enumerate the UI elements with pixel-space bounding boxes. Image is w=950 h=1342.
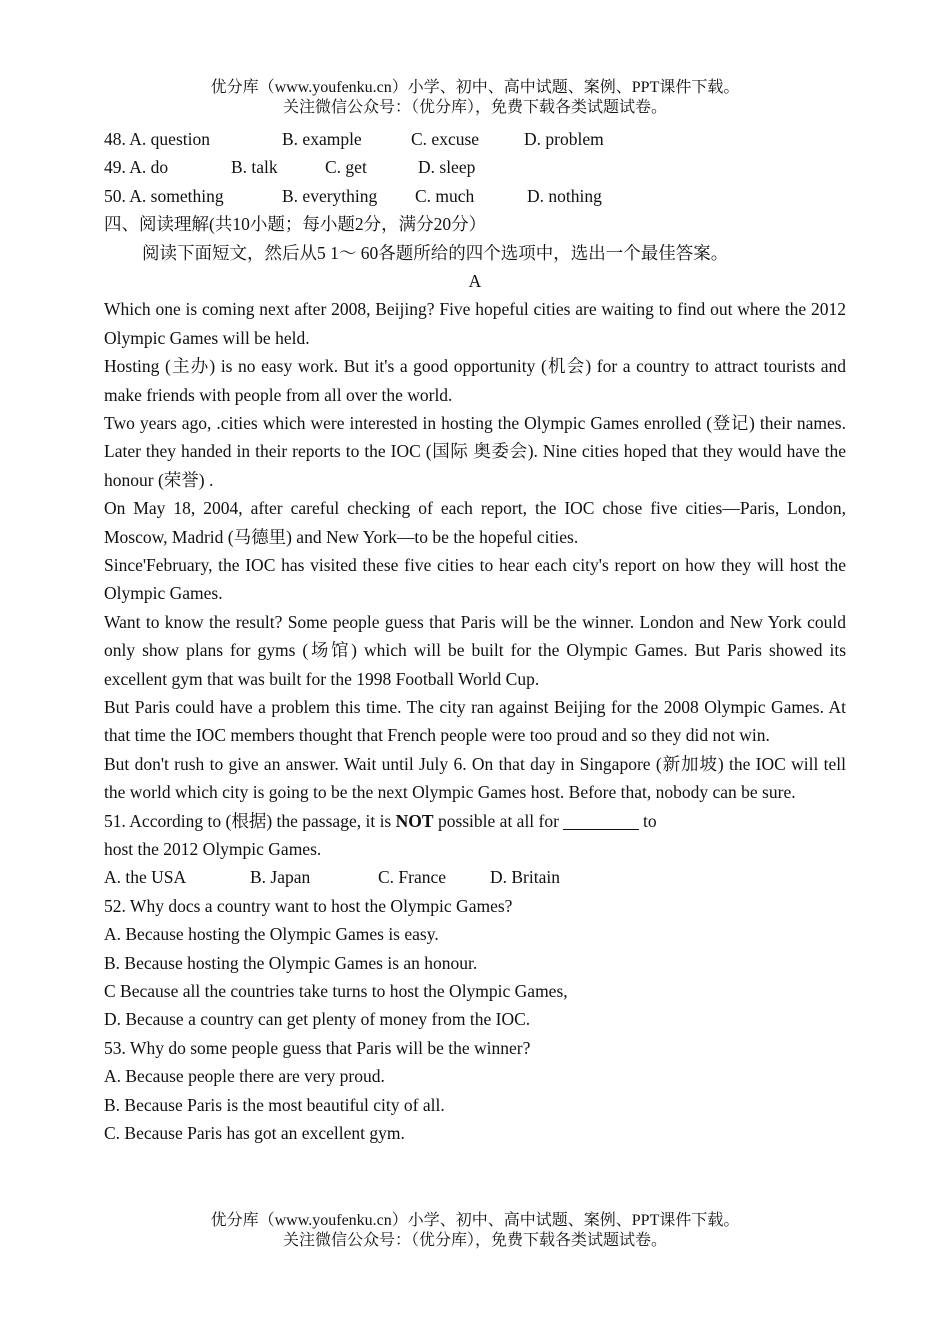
passage-paragraph: Since'February, the IOC has visited these five cities to hear each city's report on how they will host the Olympic Games. (104, 555, 846, 604)
option: D. Britain (490, 867, 560, 888)
question-51-options (104, 863, 846, 891)
question-51-stem-cont: host the 2012 Olympic Games. (104, 839, 322, 860)
option: A. the USA (104, 867, 187, 888)
header-line-2: 关注微信公众号：（优分库），免费下载各类试题试卷。 (282, 99, 667, 116)
answer-blank (563, 811, 639, 830)
question-51-stem: 51. According to (根据) the passage, it is NOT possible at all for to (104, 810, 657, 831)
question-53-stem: 53. Why do some people guess that Paris will be the winner? (104, 1037, 531, 1058)
passage-label: A (468, 270, 482, 291)
cloze-question-49: 49. A. do B. talk C. get D. sleep (104, 157, 476, 178)
option: B. Because Paris is the most beautiful city of all. (104, 1094, 445, 1115)
passage-paragraph: On May 18, 2004, after careful checking of each report, the IOC chose five cities—Paris, London, Moscow, Madrid (马德里) and New York—to be the hopeful cities. (104, 498, 846, 547)
footer-line-2: 关注微信公众号：（优分库），免费下载各类试题试卷。 (282, 1232, 667, 1249)
passage-paragraph: Two years ago, .cities which were interested in hosting the Olympic Games enrolled (登记) their names. Later they handed in their reports to the IOC (国际 奥委会). Nine cities hoped that they would have the honour (荣誉) . (104, 412, 846, 490)
cloze-question-50: 50. A. something B. everything C. much D. nothing (104, 185, 602, 206)
header-line-1: 优分库（www.youfenku.cn）小学、初中、高中试题、案例、PPT课件下载。 (210, 79, 740, 96)
option: B. Japan (250, 867, 311, 888)
section-title: 四、阅读理解(共10小题；每小题2分，满分20分） (104, 214, 487, 235)
passage-paragraph: But Paris could have a problem this time. The city ran against Beijing for the 2008 Olympic Games. At that time the IOC members thought that French people were too proud and so they did not win. (104, 697, 846, 746)
exam-body (104, 125, 846, 1147)
cloze-question-48: 48. A. question B. example C. excuse D. problem (104, 129, 604, 149)
page-header (0, 78, 950, 118)
option: A. Because people there are very proud. (104, 1066, 385, 1087)
footer-line-1: 优分库（www.youfenku.cn）小学、初中、高中试题、案例、PPT课件下载。 (210, 1212, 740, 1229)
question-52-stem: 52. Why docs a country want to host the Olympic Games? (104, 895, 513, 916)
passage-paragraph: Which one is coming next after 2008, Beijing? Five hopeful cities are waiting to find out where the 2012 Olympic Games will be held. (104, 299, 846, 348)
page-footer (0, 1211, 950, 1251)
option: C. France (378, 867, 447, 888)
passage-paragraph: But don't rush to give an answer. Wait until July 6. On that day in Singapore (新加坡) the IOC will tell the world which city is going to be the next Olympic Games host. Before that, nobody can be sure. (104, 753, 846, 803)
passage-paragraph: Hosting (主办) is no easy work. But it's a good opportunity (机会) for a country to attract tourists and make friends with people from all over the world. (104, 356, 846, 405)
option: C Because all the countries take turns to host the Olympic Games, (104, 981, 568, 1001)
option: D. Because a country can get plenty of money from the IOC. (104, 1009, 531, 1030)
section-instruction: 阅读下面短文，然后从5 1～ 60各题所给的四个选项中，选出一个最佳答案。 (142, 242, 729, 263)
passage-paragraph: Want to know the result? Some people guess that Paris will be the winner. London and New York could only show plans for gyms (场馆) which will be built for the Olympic Games. But Paris showed its excellent gym that was built for the 1998 Football World Cup. (104, 611, 846, 689)
option: B. Because hosting the Olympic Games is an honour. (104, 952, 478, 973)
option: C. Because Paris has got an excellent gym. (104, 1122, 405, 1143)
option: A. Because hosting the Olympic Games is easy. (104, 924, 439, 945)
